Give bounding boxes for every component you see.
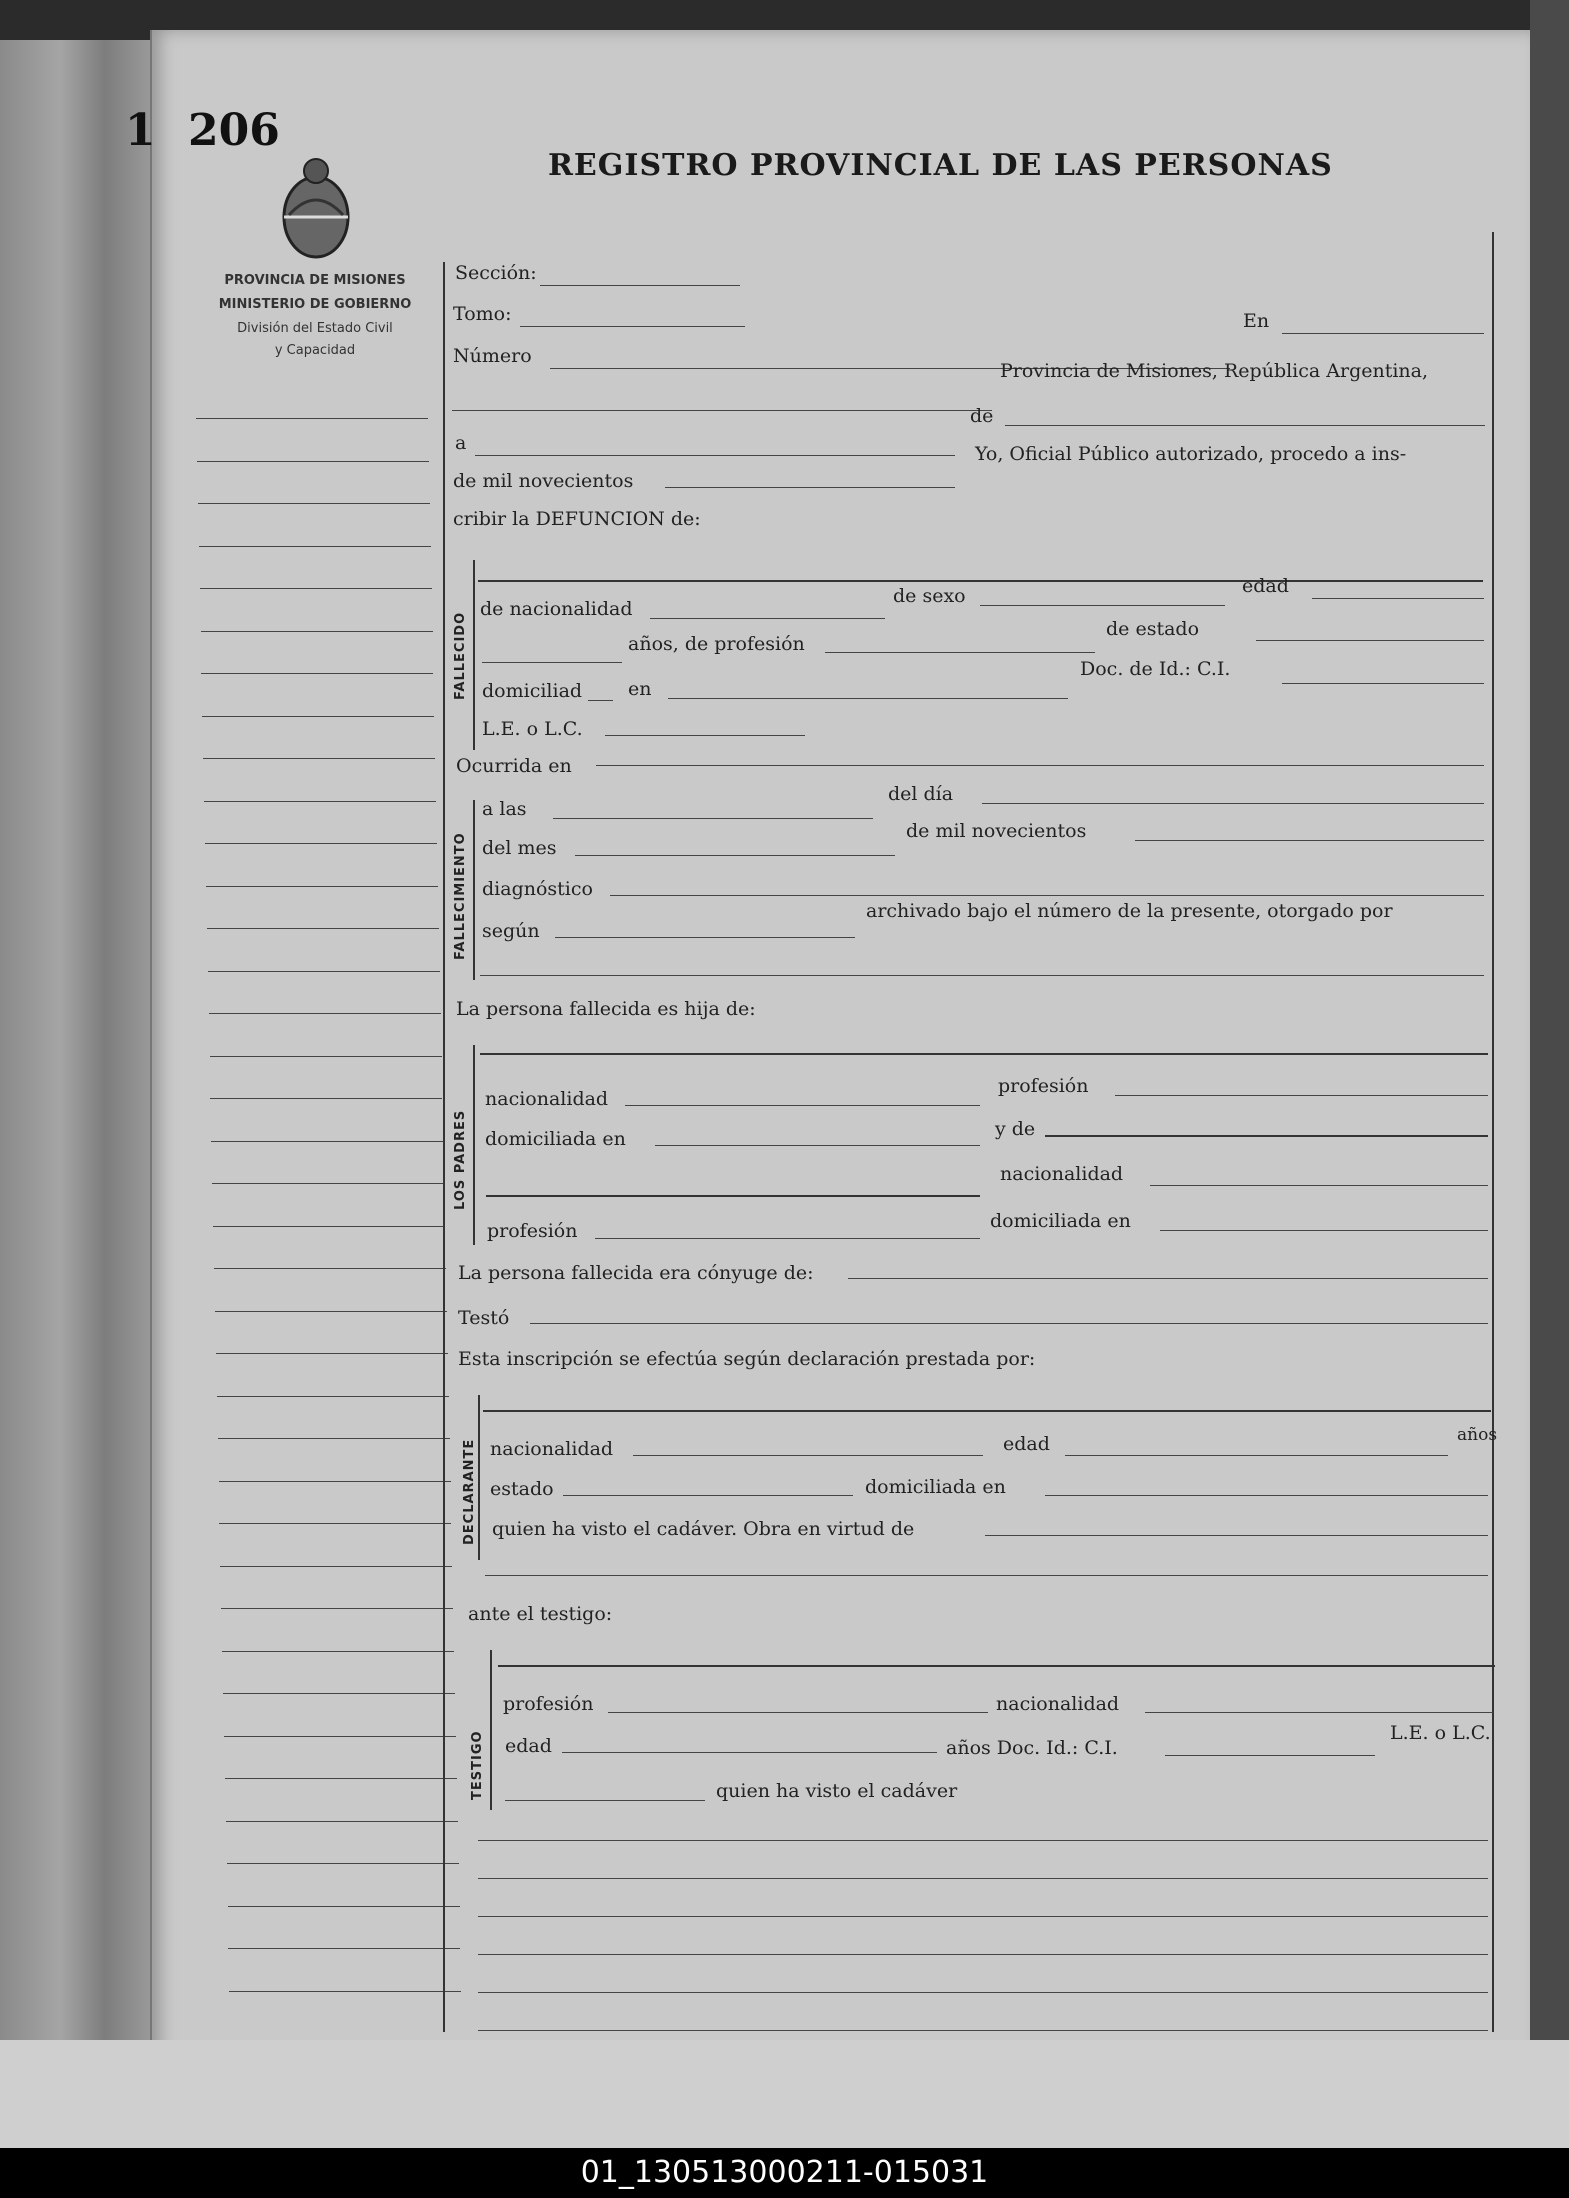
- adjacent-page-edge: [1530, 0, 1569, 2130]
- del-mes-label: del mes: [482, 837, 557, 859]
- bottom-line[interactable]: [478, 1916, 1488, 1917]
- mil-novecientos-label: de mil novecientos: [453, 470, 634, 492]
- fallecimiento-section-label: FALLECIMIENTO: [453, 832, 468, 960]
- fallecido-edad-label: edad: [1242, 575, 1289, 597]
- madre-name-continued-field[interactable]: [486, 1195, 980, 1197]
- fallecido-nacionalidad-label: de nacionalidad: [480, 598, 633, 620]
- en-label: En: [1243, 310, 1270, 332]
- padre-name-field[interactable]: [480, 1053, 1488, 1055]
- margin-line[interactable]: [229, 1991, 461, 1992]
- margin-line[interactable]: [219, 1523, 451, 1524]
- testigo-edad-field[interactable]: [562, 1752, 937, 1753]
- province-name: PROVINCIA DE MISIONES: [224, 273, 406, 288]
- fallecido-name-field[interactable]: [478, 580, 1483, 582]
- margin-line[interactable]: [213, 1226, 445, 1227]
- seccion-field[interactable]: [540, 285, 740, 286]
- margin-line[interactable]: [226, 1821, 458, 1822]
- padres-section-label: LOS PADRES: [453, 1109, 468, 1210]
- bottom-line[interactable]: [478, 1878, 1488, 1879]
- margin-line[interactable]: [210, 1056, 442, 1057]
- main-column-right-border: [1492, 232, 1494, 2032]
- margin-line[interactable]: [225, 1778, 457, 1779]
- declarante-nacionalidad-label: nacionalidad: [490, 1438, 614, 1460]
- margin-line[interactable]: [227, 1863, 459, 1864]
- numero-label: Número: [453, 345, 532, 367]
- ocurrida-label: Ocurrida en: [456, 755, 572, 777]
- year-field[interactable]: [665, 487, 955, 488]
- fallecido-estado-label: de estado: [1106, 618, 1200, 640]
- margin-line[interactable]: [211, 1141, 443, 1142]
- conyuge-field[interactable]: [848, 1278, 1488, 1279]
- madre-domiciliada-label: domiciliada en: [990, 1210, 1131, 1232]
- testigo-profesion-field[interactable]: [608, 1712, 988, 1713]
- padre-domiciliada-label: domiciliada en: [485, 1128, 626, 1150]
- margin-line[interactable]: [203, 758, 435, 759]
- declarante-estado-label: estado: [490, 1478, 554, 1500]
- declarante-nacionalidad-field[interactable]: [633, 1455, 983, 1456]
- tomo-label: Tomo:: [453, 303, 512, 325]
- madre-domicilio-field[interactable]: [1160, 1230, 1488, 1231]
- margin-line[interactable]: [215, 1311, 447, 1312]
- folio-left: 1: [125, 105, 156, 156]
- fallecimiento-year-field[interactable]: [1135, 840, 1484, 841]
- ocurrida-field[interactable]: [596, 765, 1484, 766]
- fallecido-doc-field[interactable]: [1282, 683, 1484, 684]
- testigo-prefix-field[interactable]: [505, 1800, 705, 1801]
- madre-name-field[interactable]: [1045, 1135, 1488, 1137]
- fallecido-nacionalidad-field[interactable]: [650, 618, 885, 619]
- testigo-nacionalidad-label: nacionalidad: [996, 1693, 1120, 1715]
- fallecido-profesion-field[interactable]: [825, 652, 1095, 653]
- margin-line[interactable]: [223, 1693, 455, 1694]
- bottom-line[interactable]: [478, 1840, 1488, 1841]
- fallecido-bracket: [473, 560, 475, 750]
- fallecido-anos-field[interactable]: [482, 662, 622, 663]
- place-field[interactable]: [452, 410, 992, 411]
- declaracion-text: Esta inscripción se efectúa según declaración prestada por:: [458, 1348, 1036, 1370]
- testigo-visto-text: quien ha visto el cadáver: [716, 1780, 958, 1802]
- segun-field[interactable]: [555, 937, 855, 938]
- de-label: de: [970, 405, 994, 427]
- a-las-field[interactable]: [553, 818, 873, 819]
- padre-profesion-label: profesión: [998, 1075, 1089, 1097]
- margin-line[interactable]: [200, 588, 432, 589]
- margin-line[interactable]: [201, 673, 433, 674]
- conyuge-label: La persona fallecida era cónyuge de:: [458, 1262, 814, 1284]
- margin-line[interactable]: [202, 716, 434, 717]
- seccion-label: Sección:: [455, 262, 537, 284]
- folio-number: 206: [188, 105, 280, 156]
- diagnostico-field[interactable]: [610, 895, 1484, 896]
- page-title: REGISTRO PROVINCIAL DE LAS PERSONAS: [548, 148, 1333, 183]
- testigo-le-lc-label: L.E. o L.C.: [1390, 1722, 1491, 1744]
- margin-line[interactable]: [218, 1438, 450, 1439]
- cribir-text: cribir la DEFUNCION de:: [453, 508, 701, 530]
- testigo-doc-field[interactable]: [1165, 1755, 1375, 1756]
- provincia-text: Provincia de Misiones, República Argentina,: [1000, 360, 1429, 382]
- de-field[interactable]: [1005, 425, 1485, 426]
- margin-line[interactable]: [228, 1948, 460, 1949]
- y-de-label: y de: [995, 1118, 1036, 1140]
- margin-line[interactable]: [197, 461, 429, 462]
- fallecido-le-lc-field[interactable]: [605, 735, 805, 736]
- margin-line[interactable]: [207, 928, 439, 929]
- fallecido-en-label: en: [628, 678, 652, 700]
- diagnostico-label: diagnóstico: [482, 878, 593, 900]
- book-edge: [0, 40, 150, 2080]
- fallecido-le-lc-label: L.E. o L.C.: [482, 718, 583, 740]
- main-column-left-border: [443, 262, 445, 2032]
- margin-line[interactable]: [220, 1566, 452, 1567]
- fallecimiento-mil-label: de mil novecientos: [906, 820, 1087, 842]
- margin-line[interactable]: [209, 1013, 441, 1014]
- fallecimiento-bracket: [473, 800, 475, 980]
- madre-nacionalidad-field[interactable]: [1150, 1185, 1488, 1186]
- testigo-anos-doc-label: años Doc. Id.: C.I.: [946, 1737, 1118, 1759]
- archivado-text: archivado bajo el número de la presente, otorgado por: [866, 900, 1393, 922]
- testigo-name-field[interactable]: [498, 1665, 1495, 1667]
- declarante-estado-field[interactable]: [563, 1495, 853, 1496]
- division-line-2: y Capacidad: [274, 343, 356, 358]
- madre-profesion-label: profesión: [487, 1220, 578, 1242]
- margin-line[interactable]: [205, 843, 437, 844]
- padre-nacionalidad-label: nacionalidad: [485, 1088, 609, 1110]
- fallecido-sexo-label: de sexo: [893, 585, 966, 607]
- declarante-anos-label: años: [1457, 1425, 1498, 1445]
- fallecido-domiciliado-suffix[interactable]: [588, 700, 613, 701]
- testigo-bracket: [490, 1650, 492, 1810]
- testigo-nacionalidad-field[interactable]: [1145, 1712, 1493, 1713]
- padre-domicilio-field[interactable]: [655, 1145, 980, 1146]
- oficial-text: Yo, Oficial Público autorizado, procedo a ins-: [975, 443, 1407, 465]
- del-dia-label: del día: [888, 783, 954, 805]
- declarante-domicilio-field[interactable]: [1045, 1495, 1488, 1496]
- a-las-label: a las: [482, 798, 527, 820]
- declarante-edad-label: edad: [1003, 1433, 1050, 1455]
- declarante-name-field[interactable]: [483, 1410, 1491, 1412]
- division-line-1: División del Estado Civil: [237, 321, 393, 336]
- ministry-name: MINISTERIO DE GOBIERNO: [218, 297, 412, 312]
- madre-profesion-field[interactable]: [595, 1238, 980, 1239]
- margin-line[interactable]: [212, 1183, 444, 1184]
- segun-label: según: [482, 920, 540, 942]
- fallecido-sexo-field[interactable]: [980, 605, 1225, 606]
- margin-line[interactable]: [222, 1651, 454, 1652]
- hija-de-label: La persona fallecida es hija de:: [456, 998, 756, 1020]
- margin-line[interactable]: [210, 1098, 442, 1099]
- testigo-profesion-label: profesión: [503, 1693, 594, 1715]
- margin-line[interactable]: [228, 1906, 460, 1907]
- book-base: [0, 2040, 1569, 2148]
- declarante-section-label: DECLARANTE: [462, 1438, 477, 1545]
- margin-line[interactable]: [216, 1353, 448, 1354]
- margin-line[interactable]: [204, 801, 436, 802]
- bottom-line[interactable]: [478, 1992, 1488, 1993]
- fallecido-estado-field[interactable]: [1256, 640, 1484, 641]
- padre-nacionalidad-field[interactable]: [625, 1105, 980, 1106]
- declarante-extra-field[interactable]: [485, 1575, 1488, 1576]
- del-mes-field[interactable]: [575, 855, 895, 856]
- padre-profesion-field[interactable]: [1115, 1095, 1488, 1096]
- bottom-line[interactable]: [478, 1954, 1488, 1955]
- margin-line[interactable]: [221, 1608, 453, 1609]
- margin-line[interactable]: [198, 503, 430, 504]
- margin-line[interactable]: [199, 546, 431, 547]
- testo-label: Testó: [458, 1307, 510, 1329]
- en-field[interactable]: [1282, 333, 1484, 334]
- margin-line[interactable]: [208, 971, 440, 972]
- image-id-footer: 01_130513000211-015031: [0, 2148, 1569, 2198]
- margin-line[interactable]: [201, 631, 433, 632]
- testigo-section-label: TESTIGO: [470, 1730, 485, 1800]
- padres-bracket: [473, 1045, 475, 1245]
- del-dia-field[interactable]: [982, 803, 1484, 804]
- margin-line[interactable]: [224, 1736, 456, 1737]
- testigo-edad-label: edad: [505, 1735, 552, 1757]
- margin-line[interactable]: [196, 418, 428, 419]
- a-label: a: [455, 432, 467, 454]
- bottom-line[interactable]: [478, 2030, 1488, 2031]
- fallecido-domicilio-field[interactable]: [668, 698, 1068, 699]
- coat-of-arms-seal: [275, 155, 357, 265]
- fallecido-domiciliado-label: domiciliad: [482, 680, 583, 702]
- declarante-obra-field[interactable]: [985, 1535, 1488, 1536]
- fallecido-edad-field[interactable]: [1312, 598, 1484, 599]
- declarante-bracket: [478, 1395, 480, 1560]
- ante-testigo-label: ante el testigo:: [468, 1603, 613, 1625]
- fallecido-anos-profesion-label: años, de profesión: [628, 633, 805, 655]
- margin-line[interactable]: [214, 1268, 446, 1269]
- declarante-visto-text: quien ha visto el cadáver. Obra en virtud de: [492, 1518, 915, 1540]
- margin-line[interactable]: [217, 1396, 449, 1397]
- declarante-edad-field[interactable]: [1065, 1455, 1448, 1456]
- margin-line[interactable]: [219, 1481, 451, 1482]
- declarante-domiciliada-label: domiciliada en: [865, 1476, 1006, 1498]
- margin-line[interactable]: [206, 886, 438, 887]
- a-field[interactable]: [475, 455, 955, 456]
- otorgado-field[interactable]: [480, 975, 1484, 976]
- fallecido-doc-label: Doc. de Id.: C.I.: [1080, 658, 1231, 680]
- testo-field[interactable]: [530, 1323, 1488, 1324]
- madre-nacionalidad-label: nacionalidad: [1000, 1163, 1124, 1185]
- fallecido-section-label: FALLECIDO: [453, 611, 468, 700]
- tomo-field[interactable]: [520, 326, 745, 327]
